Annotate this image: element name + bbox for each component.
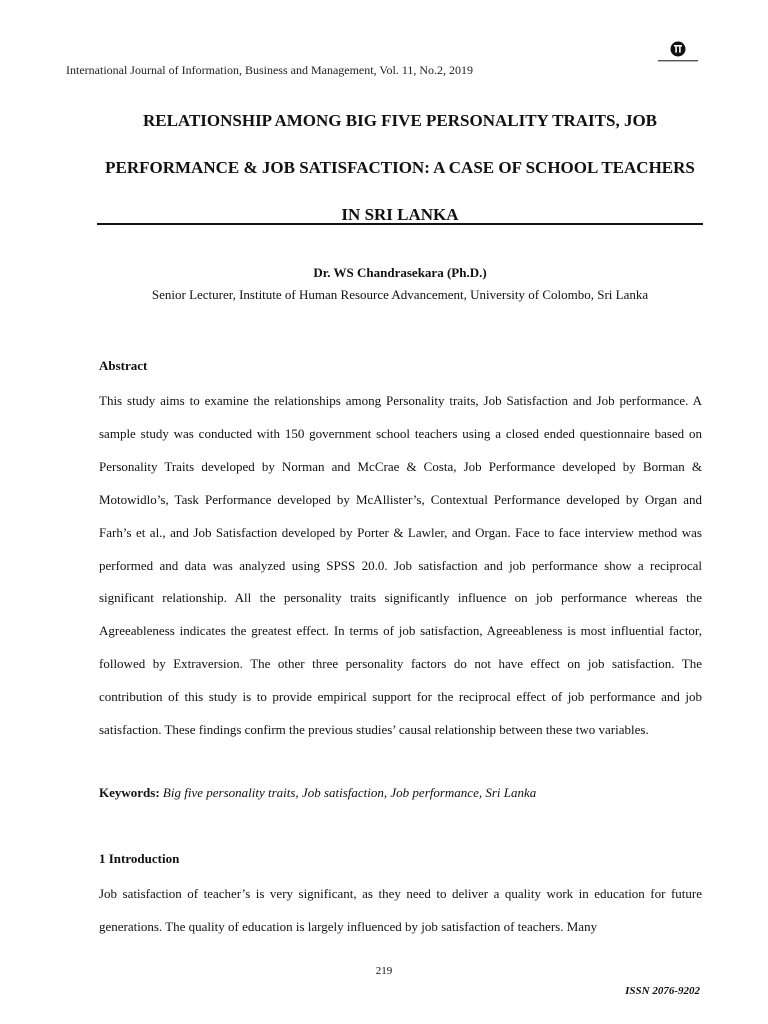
introduction-heading: 1 Introduction [99, 851, 180, 866]
paper-title: RELATIONSHIP AMONG BIG FIVE PERSONALITY TRAITS, JOB PERFORMANCE & JOB SATISFACTION: A CASE OF SCHOOL TEACHERS IN SRI LANKA [105, 111, 695, 224]
introduction-body: Job satisfaction of teacher’s is very significant, as they need to deliver a quality work in education for future generations. The quality of education is largely influenced by job satisfaction of teachers. Many [99, 886, 702, 934]
abstract-body: This study aims to examine the relationships among Personality traits, Job Satisfaction and Job performance. A sample study was conducted with 150 government school teachers using a closed ended questionnaire based on Personality Traits developed by Norman and McCrae & Costa, Job Performance developed by Borman & Motowidlo’s, Task Performance developed by McAllister’s, Contextual Performance developed by Organ and Farh’s et al., and Job Satisfaction developed by Porter & Lawler, and Organ. Face to face interview method was performed and data was analyzed using SPSS 20.0. Job satisfaction and job performance show a reciprocal significant relationship. All the personality traits significantly influence on job performance whereas the Agreeableness indicates the greatest effect. In terms of job satisfaction, Agreeableness is most influential factor, followed by Extraversion. The other three personality factors do not have effect on job satisfaction. The contribution of this study is to provide empirical support for the reciprocal effect of job performance and job satisfaction. These findings confirm the previous studies’ causal relationship between these two variables. [99, 393, 702, 738]
keywords-label: Keywords: [99, 785, 160, 800]
keywords-line [99, 785, 536, 801]
page-number: 219 [375, 965, 393, 977]
keywords-text: Big five personality traits, Job satisfaction, Job performance, Sri Lanka [162, 785, 537, 800]
abstract-heading: Abstract [99, 358, 148, 373]
author-affiliation: Senior Lecturer, Institute of Human Resource Advancement, University of Colombo, Sri Lanka [151, 287, 649, 302]
author-name: Dr. WS Chandrasekara (Ph.D.) [313, 265, 487, 280]
title-divider [97, 223, 703, 225]
issn-footer: ISSN 2076-9202 [625, 985, 700, 997]
publisher-logo-icon [656, 40, 700, 66]
journal-header: International Journal of Information, Business and Management, Vol. 11, No.2, 2019 [66, 63, 474, 77]
